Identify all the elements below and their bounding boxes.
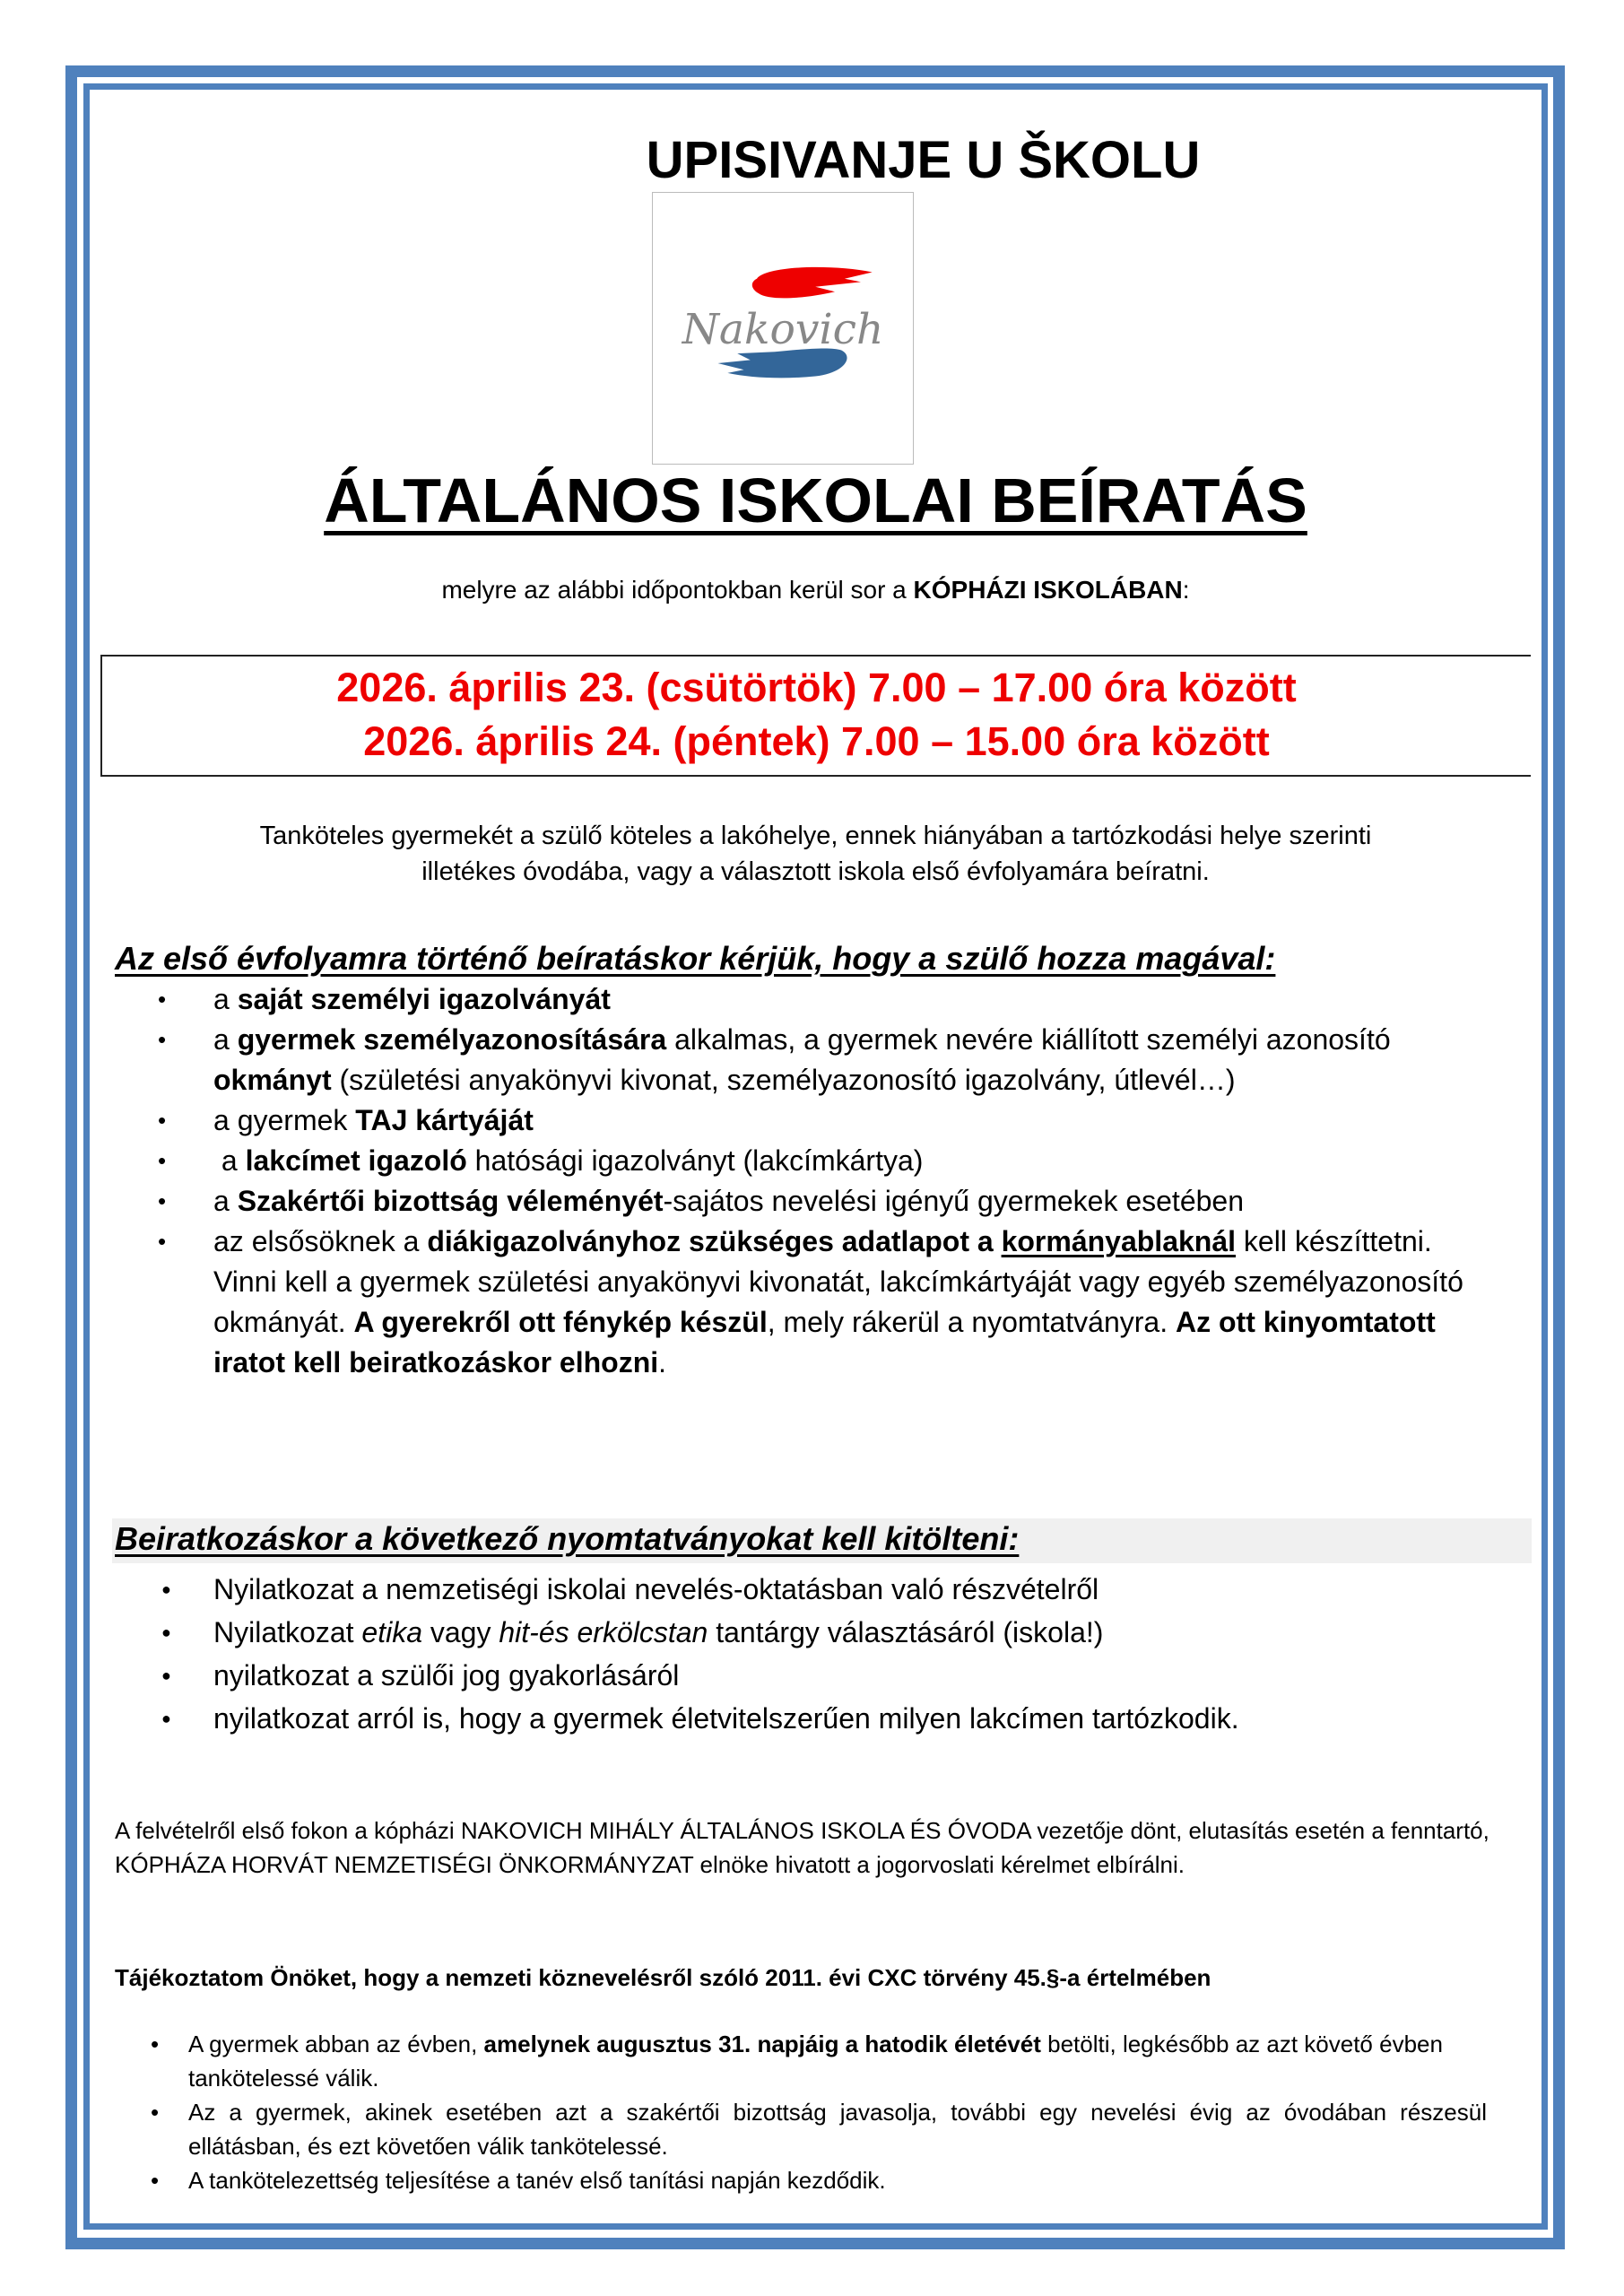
list-item: ● Nyilatkozat a nemzetiségi iskolai nevelés-oktatásban való részvételről <box>126 1568 1489 1611</box>
title-croatian: UPISIVANJE U ŠKOLU <box>646 131 1201 189</box>
title-hungarian <box>90 465 1541 536</box>
section-heading-bring: Az első évfolyamra történő beíratáskor kérjük, hogy a szülő hozza magával: <box>115 940 1276 977</box>
list-item: • a saját személyi igazolványát <box>126 979 1489 1020</box>
intro-line <box>90 576 1541 604</box>
list-item: • a Szakértői bizottság véleményét-sajátos nevelési igényű gyermekek esetében <box>126 1181 1489 1222</box>
title-hungarian-text: ÁLTALÁNOS ISKOLAI BEÍRATÁS <box>324 465 1307 535</box>
school-name: KÓPHÁZI ISKOLÁBAN <box>913 576 1183 604</box>
nakovich-logo-icon <box>653 193 913 464</box>
school-logo <box>652 192 914 465</box>
section-heading-forms: Beiratkozáskor a következő nyomtatványokat kell kitölteni: <box>115 1520 1020 1557</box>
list-item: ● Nyilatkozat etika vagy hit-és erkölcstan tantárgy választásáról (iskola!) <box>126 1611 1489 1654</box>
obligation-line-1: Tanköteles gyermekét a szülő köteles a lakóhelye, ennek hiányában a tartózkodási helye szerinti <box>259 822 1372 850</box>
list-item: • a lakcímet igazoló hatósági igazolványt (lakcímkártya) <box>126 1141 1489 1181</box>
list-item: • Az a gyermek, akinek esetében azt a szakértői bizottság javasolja, további egy nevelési évig az óvodában részesül ellátásban, és ezt követően válik tankötelessé. <box>151 2099 1487 2160</box>
date-line-1: 2026. április 23. (csütörtök) 7.00 – 17.00 óra között <box>336 665 1297 710</box>
list-item: ● nyilatkozat arról is, hogy a gyermek életvitelszerűen milyen lakcímen tartózkodik. <box>126 1697 1489 1740</box>
list-item: • a gyermek személyazonosítására alkalmas, a gyermek nevére kiállított személyi azonosító okmányt (születési anyakönyvi kivonat, személyazonosító igazolvány, útlevél…) <box>126 1020 1489 1100</box>
law-intro: Tájékoztatom Önöket, hogy a nemzeti köznevelésről szóló 2011. évi CXC törvény 45.§-a értelmében <box>115 1964 1211 1991</box>
intro-text: melyre az alábbi időpontokban kerül sor a <box>441 576 914 604</box>
date-box <box>100 655 1531 777</box>
intro-colon: : <box>1182 576 1190 604</box>
bring-list <box>126 979 1489 1383</box>
admission-paragraph: A felvételről első fokon a kópházi NAKOVICH MIHÁLY ÁLTALÁNOS ISKOLA ÉS ÓVODA vezetője dönt, elutasítás esetén a fenntartó, KÓPHÁZA HORVÁT NEMZETISÉGI ÖNKORMÁNYZAT elnöke hivatott a jogorvoslati kérelmet elbírálni. <box>115 1817 1489 1878</box>
law-list <box>115 2027 1487 2197</box>
list-item: • A tankötelezettség teljesítése a tanév első tanítási napján kezdődik. <box>151 2167 886 2194</box>
svg-text:Nakovich: Nakovich <box>682 305 884 355</box>
obligation-line-2: illetékes óvodába, vagy a választott iskola első évfolyamára beíratni. <box>421 857 1210 886</box>
obligation-paragraph <box>90 818 1541 890</box>
date-line-2: 2026. április 24. (péntek) 7.00 – 15.00 óra között <box>363 718 1270 764</box>
list-item: ● nyilatkozat a szülői jog gyakorlásáról <box>126 1654 1489 1697</box>
list-item: • az elsősöknek a diákigazolványhoz szükséges adatlapot a kormányablaknál kell készíttetni. Vinni kell a gyermek születési anyakönyvi kivonatát, lakcímkártyáját vagy egyéb személyazonosító okmányát. A gyerekről ott fénykép készül, mely rákerül a nyomtatványra. Az ott kinyomtatott iratot kell beiratkozáskor elhozni. <box>126 1222 1489 1383</box>
forms-list <box>126 1568 1489 1740</box>
list-item: • a gyermek TAJ kártyáját <box>126 1100 1489 1141</box>
list-item: • A gyermek abban az évben, amelynek augusztus 31. napjáig a hatodik életévét betölti, legkésőbb az azt követő évben tankötelessé válik. <box>151 2031 1443 2092</box>
flyer-content <box>90 90 1541 2223</box>
